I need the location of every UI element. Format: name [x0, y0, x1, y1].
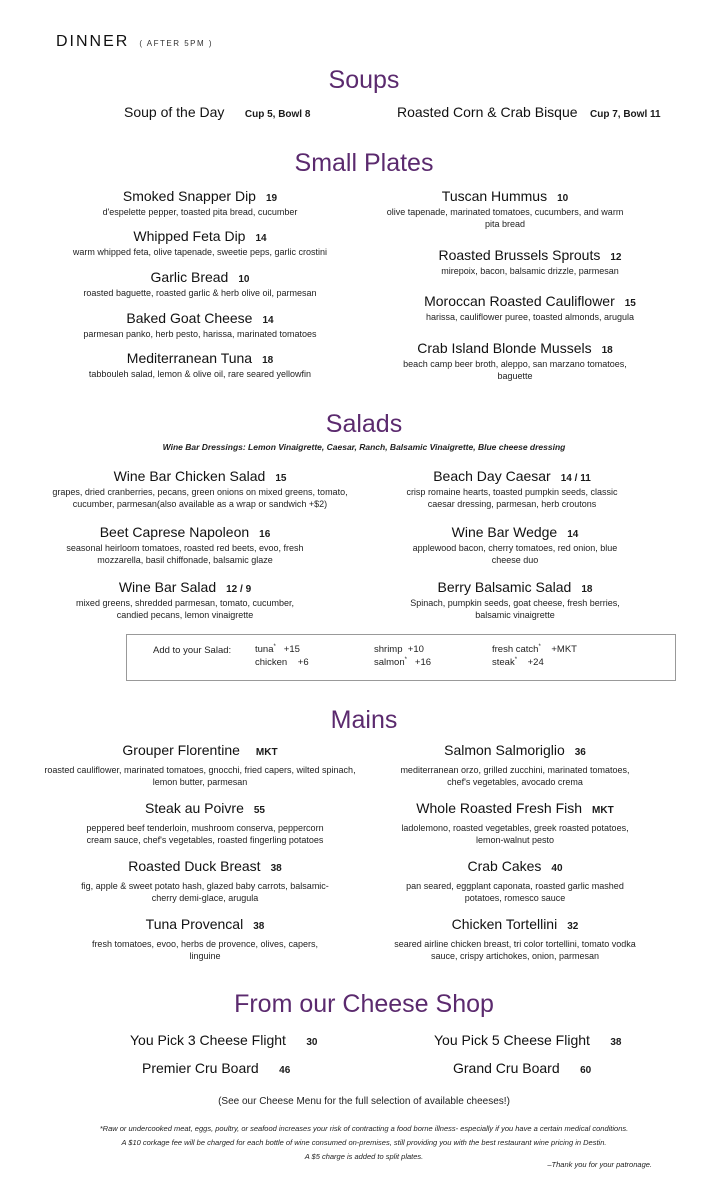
item-name: Premier Cru Board [142, 1060, 259, 1076]
item-description: pan seared, eggplant caponata, roasted garlic mashed potatoes, romesco sauce [406, 881, 624, 903]
item-name: Crab Cakes [467, 858, 542, 874]
menu-item [90, 916, 320, 962]
soup-item [124, 104, 310, 122]
item-price: 32 [567, 921, 579, 932]
cheese-item [142, 1060, 290, 1078]
item-price: 55 [253, 805, 265, 816]
mains-title: Mains [330, 706, 398, 734]
item-name: Smoked Snapper Dip [122, 188, 256, 204]
cheese-title: From our Cheese Shop [234, 990, 494, 1018]
item-price: 38 [253, 921, 265, 932]
cheese-item [434, 1032, 622, 1050]
item-description: warm whipped feta, olive tapenade, sweetie peps, garlic crostini [72, 247, 328, 257]
soup-price: Cup 7, Bowl 11 [590, 109, 661, 120]
item-description: harissa, cauliflower puree, toasted almonds, arugula [425, 312, 635, 322]
footnote-split-plates: A $5 charge is added to split plates. [304, 1152, 424, 1161]
item-description: grapes, dried cranberries, pecans, green onions on mixed greens, tomato, cucumber, parmesan(also available as a wrap or sandwich +$2) [52, 487, 348, 509]
footnote-raw-food: *Raw or undercooked meat, eggs, poultry, or seafood increases your risk of contracting a food borne illness- especially if you have a certain medical conditions. [99, 1124, 629, 1133]
item-price: 38 [270, 863, 282, 874]
item-description: fresh tomatoes, evoo, herbs de provence, olives, capers, linguine [91, 939, 319, 961]
item-name: Roasted Brussels Sprouts [438, 247, 601, 263]
soups-title: Soups [328, 66, 400, 94]
item-price: 14 / 11 [560, 473, 591, 484]
menu-item [70, 579, 300, 621]
menu-item [40, 228, 360, 259]
item-price: MKT [255, 747, 278, 758]
item-name: Grand Cru Board [453, 1060, 560, 1076]
soup-item [397, 104, 661, 122]
thank-you-note: –Thank you for your patronage. [547, 1160, 652, 1169]
item-price: 46 [279, 1065, 291, 1076]
menu-item [40, 269, 360, 300]
item-price: 10 [238, 274, 250, 285]
item-price: 12 / 9 [226, 584, 252, 595]
item-description: mixed greens, shredded parmesan, tomato, cucumber, candied pecans, lemon vinaigrette [75, 598, 295, 620]
menu-item [390, 800, 640, 846]
item-price: MKT [592, 805, 614, 816]
addon-item: steak* +24 [492, 657, 544, 669]
item-price: 18 [581, 584, 593, 595]
item-price: 15 [624, 298, 636, 309]
item-price: 19 [265, 193, 278, 204]
item-name: Whole Roasted Fresh Fish [416, 800, 583, 816]
item-description: fig, apple & sweet potato hash, glazed baby carrots, balsamic-cherry demi-glace, arugula [81, 881, 329, 903]
addon-item: fresh catch* +MKT [492, 644, 577, 656]
item-price: 38 [610, 1037, 622, 1048]
item-name: Chicken Tortellini [451, 916, 558, 932]
small-plates-title: Small Plates [294, 149, 434, 177]
item-description: Spinach, pumpkin seeds, goat cheese, fresh berries, balsamic vinaigrette [410, 598, 620, 620]
dressings-note: Wine Bar Dressings: Lemon Vinaigrette, Caesar, Ranch, Balsamic Vinaigrette, Blue cheese dressing [162, 442, 566, 452]
item-name: Berry Balsamic Salad [437, 579, 572, 595]
item-name: Tuna Provencal [145, 916, 244, 932]
item-price: 14 [255, 233, 267, 244]
soup-price: Cup 5, Bowl 8 [244, 109, 311, 120]
menu-title: DINNER [56, 33, 130, 50]
item-name: You Pick 3 Cheese Flight [130, 1032, 286, 1048]
menu-item [40, 188, 360, 219]
menu-item [390, 858, 640, 904]
item-name: Roasted Duck Breast [128, 858, 261, 874]
menu-item [400, 579, 630, 621]
menu-item [395, 340, 635, 382]
menu-item [40, 742, 360, 788]
item-description: roasted baguette, roasted garlic & herb olive oil, parmesan [83, 288, 317, 298]
item-price: 15 [275, 473, 287, 484]
menu-item [40, 468, 360, 510]
item-description: olive tapenade, marinated tomatoes, cucumbers, and warm pita bread [386, 207, 624, 229]
item-description: roasted cauliflower, marinated tomatoes, gnocchi, fried capers, wilted spinach, lemon butter, parmesan [44, 765, 356, 787]
item-price: 14 [262, 315, 274, 326]
item-description: parmesan panko, herb pesto, harissa, marinated tomatoes [83, 329, 317, 339]
item-description: seared airline chicken breast, tri color tortellini, tomato vodka sauce, crispy artichokes, onion, parmesan [394, 939, 636, 961]
addons-label: Add to your Salad: [153, 645, 232, 656]
item-price: 36 [574, 747, 586, 758]
addon-item: chicken +6 [255, 657, 309, 668]
item-description: applewood bacon, cherry tomatoes, red onion, blue cheese duo [412, 543, 618, 565]
menu-header [56, 33, 213, 51]
item-description: seasonal heirloom tomatoes, roasted red beets, evoo, fresh mozzarella, basil chiffonade, balsamic glaze [66, 543, 304, 565]
cheese-item [453, 1060, 591, 1078]
footnotes [0, 1122, 728, 1164]
menu-item [392, 468, 632, 510]
item-name: Steak au Poivre [145, 800, 244, 816]
item-description: peppered beef tenderloin, mushroom conserva, peppercorn cream sauce, chef's vegetables, roasted fingerling potatoes [86, 823, 324, 845]
menu-item [80, 800, 330, 846]
menu-item [370, 247, 690, 278]
cheese-note: (See our Cheese Menu for the full selection of available cheeses!) [218, 1096, 510, 1107]
item-name: Mediterranean Tuna [126, 350, 253, 366]
menu-item [390, 742, 640, 788]
item-price: 16 [259, 529, 271, 540]
salads-title: Salads [325, 410, 403, 438]
item-description: tabbouleh salad, lemon & olive oil, rare seared yellowfin [88, 369, 312, 379]
item-description: mediterranean orzo, grilled zucchini, marinated tomatoes, chef's vegetables, avocado crema [400, 765, 630, 787]
menu-subtitle: ( AFTER 5PM ) [139, 39, 214, 48]
addon-item: salmon* +16 [374, 657, 432, 669]
item-price: 30 [306, 1037, 318, 1048]
footnote-corkage: A $10 corkage fee will be charged for each bottle of wine consumed on-premises, still providing you with the best restaurant wine pricing in Destin. [121, 1138, 607, 1147]
menu-item [80, 858, 330, 904]
soup-name: Soup of the Day [124, 104, 225, 120]
menu-item [380, 188, 630, 230]
item-description: beach camp beer broth, aleppo, san marzano tomatoes, baguette [403, 359, 627, 381]
item-price: 18 [601, 345, 613, 356]
menu-item [40, 310, 360, 341]
cheese-item [130, 1032, 318, 1050]
menu-item [400, 524, 630, 566]
item-price: 10 [557, 193, 569, 204]
item-name: Crab Island Blonde Mussels [417, 340, 592, 356]
item-name: Salmon Salmoriglio [444, 742, 565, 758]
item-name: Baked Goat Cheese [126, 310, 253, 326]
item-name: Wine Bar Salad [118, 579, 217, 595]
item-description: ladolemono, roasted vegetables, greek roasted potatoes, lemon-walnut pesto [401, 823, 629, 845]
item-description: d'espelette pepper, toasted pita bread, cucumber [102, 207, 298, 217]
menu-item [60, 524, 310, 566]
item-price: 18 [262, 355, 274, 366]
menu-item [370, 293, 690, 324]
item-name: Moroccan Roasted Cauliflower [424, 293, 615, 309]
addon-item: tuna* +15 [255, 644, 300, 656]
item-price: 12 [610, 252, 622, 263]
menu-item [390, 916, 640, 962]
item-price: 14 [567, 529, 579, 540]
item-name: Beet Caprese Napoleon [99, 524, 250, 540]
item-name: Garlic Bread [150, 269, 229, 285]
item-name: Whipped Feta Dip [133, 228, 246, 244]
item-name: Wine Bar Wedge [451, 524, 558, 540]
item-name: Wine Bar Chicken Salad [113, 468, 266, 484]
item-price: 60 [580, 1065, 592, 1076]
item-description: crisp romaine hearts, toasted pumpkin seeds, classic caesar dressing, parmesan, herb croutons [406, 487, 618, 509]
item-name: Grouper Florentine [122, 742, 240, 758]
addon-item: shrimp +10 [374, 644, 424, 655]
item-description: mirepoix, bacon, balsamic drizzle, parmesan [441, 266, 619, 276]
item-name: Beach Day Caesar [433, 468, 551, 484]
item-name: Tuscan Hummus [441, 188, 548, 204]
item-price: 40 [551, 863, 563, 874]
salad-addons-box [126, 634, 676, 681]
soup-name: Roasted Corn & Crab Bisque [397, 104, 578, 120]
item-name: You Pick 5 Cheese Flight [434, 1032, 590, 1048]
menu-item [40, 350, 360, 381]
